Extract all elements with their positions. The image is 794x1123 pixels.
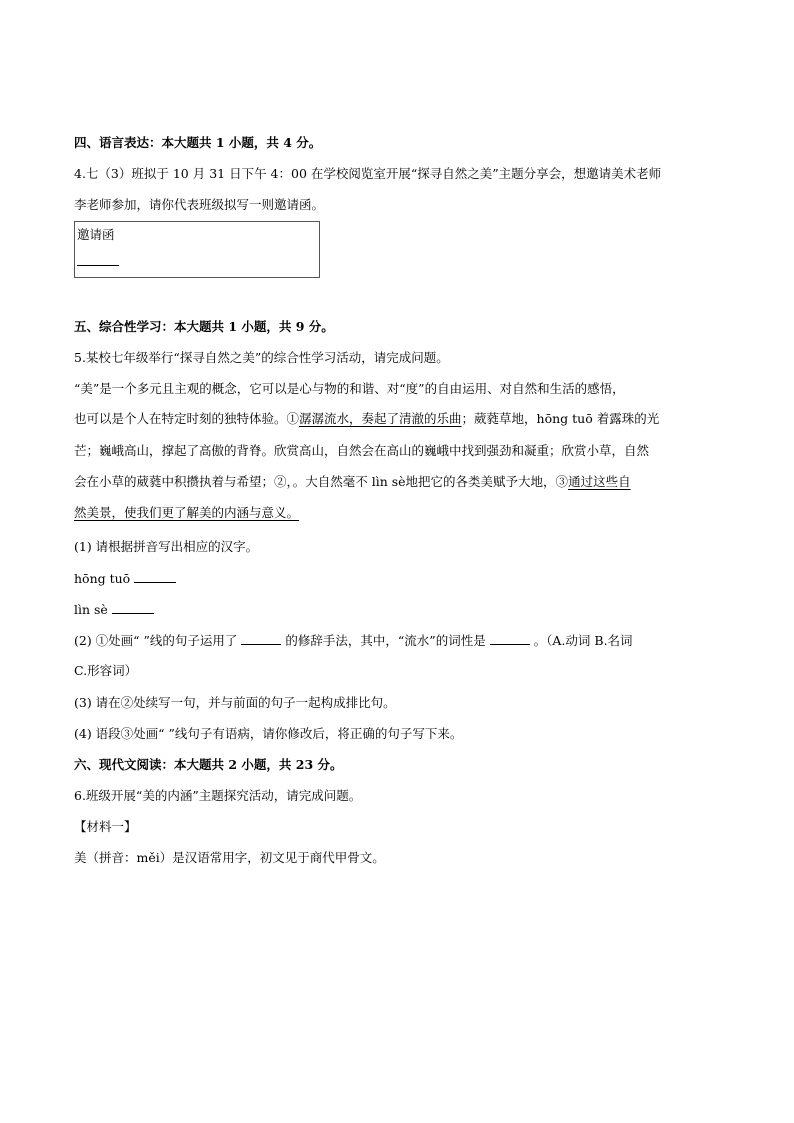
underlined-sentence-3-part-1: 通过这些自	[568, 474, 631, 489]
underlined-sentence-1: 潺潺流水，奏起了清澈的乐曲	[299, 411, 462, 426]
material-1-label: 【材料一】	[74, 819, 137, 834]
passage-line-3: 芒；巍峨高山，撑起了高傲的背脊。欣赏高山，自然会在高山的巍峨中找到强劲和凝重；欣赏小草，自然	[74, 443, 650, 458]
invitation-blank-line	[77, 265, 119, 266]
sub-question-3: (3) 请在②处续写一句，并与前面的句子一起构成排比句。	[74, 695, 396, 710]
section-4-heading: 四、语言表达：本大题共 1 小题，共 4 分。	[74, 135, 322, 150]
pinyin-2-label: lìn sè	[74, 602, 108, 617]
question-4-line-2: 李老师参加，请你代表班级拟写一则邀请函。	[74, 197, 325, 212]
rhetoric-blank	[241, 632, 281, 645]
passage-line-2	[74, 411, 659, 427]
passage-line-4	[74, 474, 631, 490]
passage-line-2-text: 也可以是个人在特定时刻的独特体验。①	[74, 411, 300, 426]
passage-line-1: “美”是一个多元且主观的概念，它可以是心与物的和谐、对“度”的自由运用、对自然和生活的感悟，	[74, 381, 625, 396]
question-5-intro: 5.某校七年级举行“探寻自然之美”的综合性学习活动，请完成问题。	[74, 350, 449, 365]
pinyin-1-blank	[134, 570, 176, 583]
underlined-sentence-3-part-2: 然美景，使我们更了解美的内涵与意义。	[74, 505, 300, 520]
invitation-box-title: 邀请函	[77, 227, 115, 242]
sub-question-1: (1) 请根据拼音写出相应的汉字。	[74, 539, 259, 554]
sub-question-4: (4) 语段③处画“ ”线句子有语病，请你修改后，将正确的句子写下来。	[74, 726, 463, 741]
material-1-text: 美（拼音：měi）是汉语常用字，初文见于商代甲骨文。	[74, 850, 385, 865]
sub-question-2-part-c: 。（A.动词 B.名词	[533, 633, 633, 648]
invitation-answer-box	[74, 221, 320, 278]
sub-question-2-part-b: 的修辞手法，其中，“流水”的词性是	[285, 633, 486, 648]
passage-line-4-text: 会在小草的葳蕤中积攒执着与希望；②，。大自然毫不 lìn sè地把它的各类美赋予大地，③	[74, 474, 569, 489]
part-of-speech-blank	[490, 632, 530, 645]
passage-line-5	[74, 505, 299, 521]
sub-question-2-part-a: (2) ①处画“ ”线的句子运用了	[74, 633, 238, 648]
section-6-heading: 六、现代文阅读：本大题共 2 小题，共 23 分。	[74, 757, 343, 772]
sub-question-2-line-2: C.形容词）	[74, 663, 138, 678]
section-5-heading: 五、综合性学习：本大题共 1 小题，共 9 分。	[74, 319, 334, 334]
pinyin-1-label: hōng tuō	[74, 571, 131, 586]
pinyin-2-row	[74, 601, 154, 618]
question-4-line-1: 4.七（3）班拟于 10 月 31 日下午 4：00 在学校阅览室开展“探寻自然之美”主题分享会，想邀请美术老师	[74, 166, 662, 181]
passage-line-2-rest: ；葳蕤草地，hōng tuō 着露珠的光	[461, 411, 660, 426]
sub-question-2-line-1	[74, 632, 633, 649]
pinyin-2-blank	[112, 601, 154, 614]
question-6-intro: 6.班级开展“美的内涵”主题探究活动，请完成问题。	[74, 788, 362, 803]
pinyin-1-row	[74, 570, 176, 587]
